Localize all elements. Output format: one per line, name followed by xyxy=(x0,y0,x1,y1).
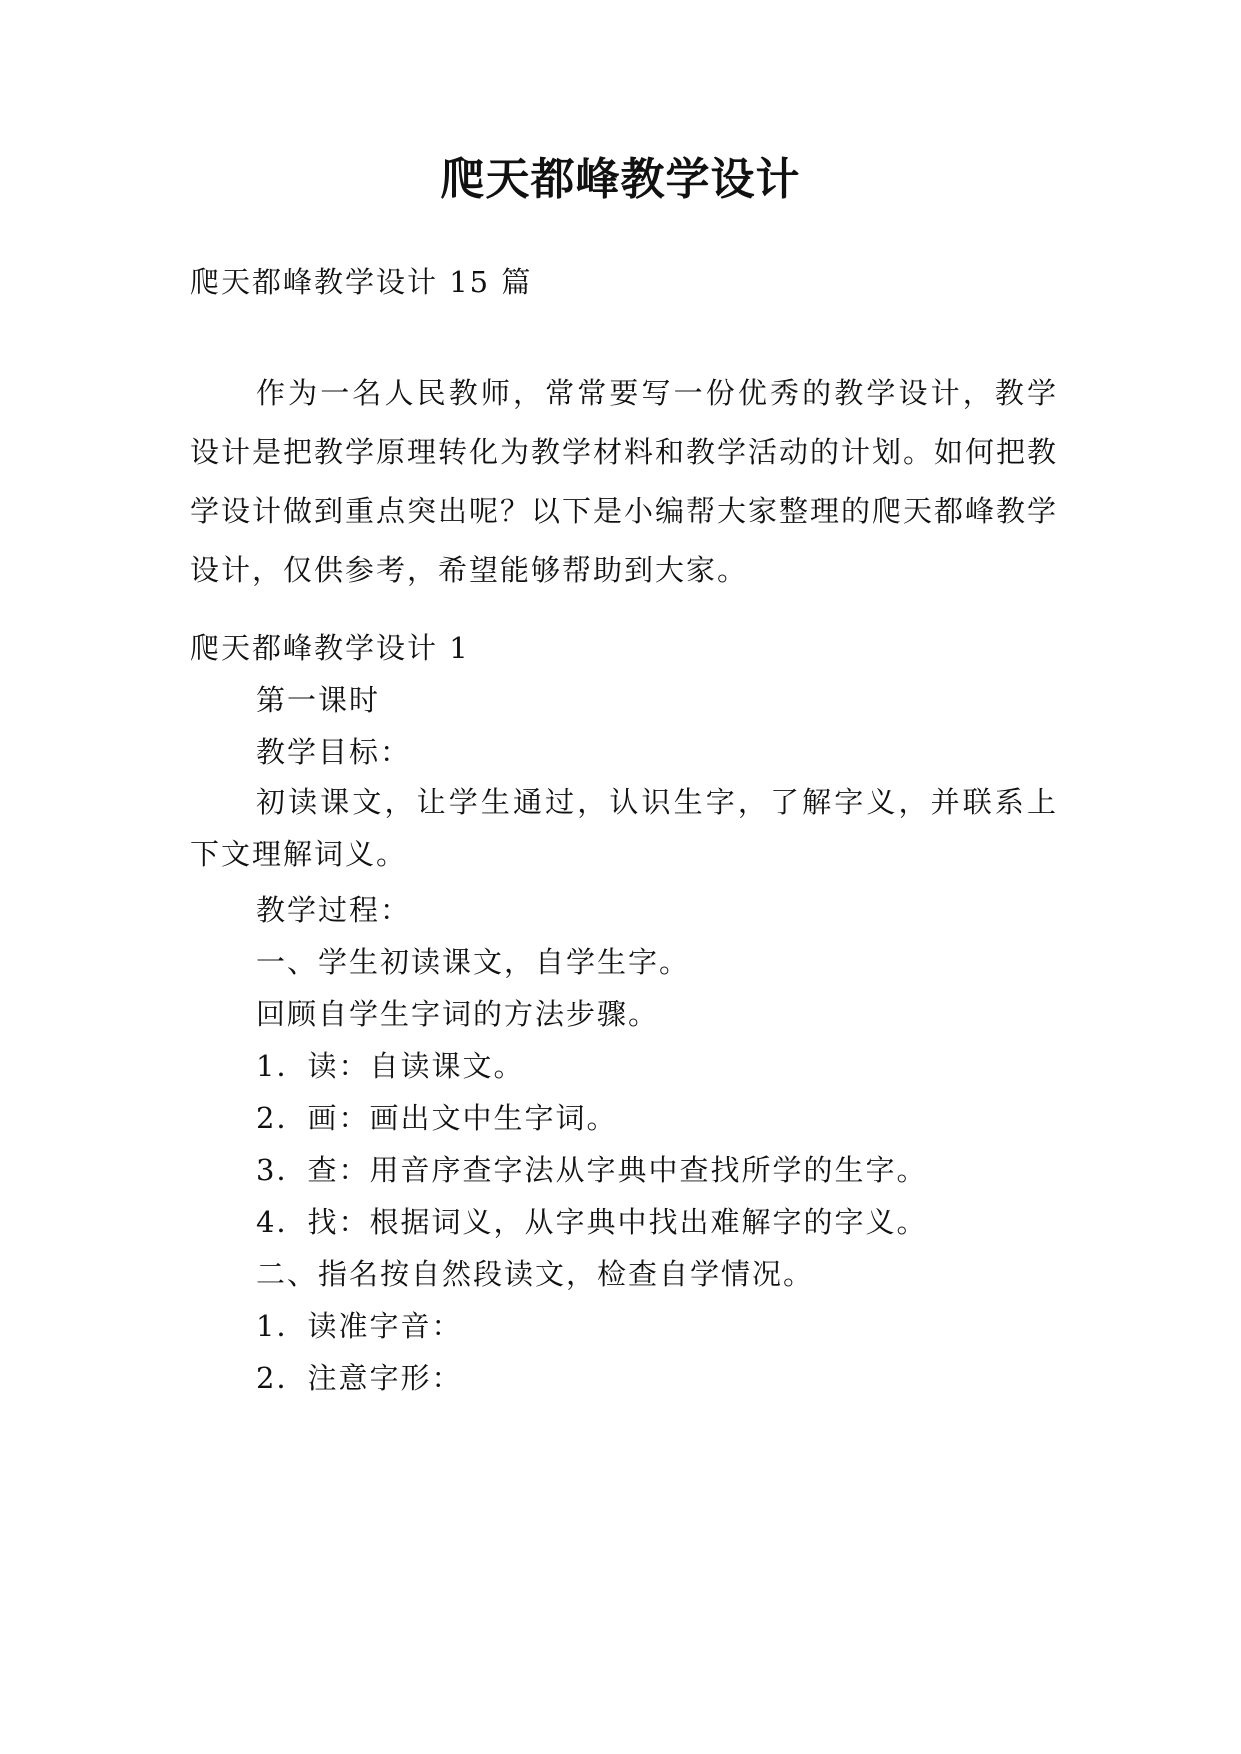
section-heading: 爬天都峰教学设计 1 xyxy=(190,631,470,665)
list-item: 2．画：画出文中生字词。 xyxy=(256,1101,618,1135)
document-subtitle: 爬天都峰教学设计 15 篇 xyxy=(190,265,533,299)
list-item: 1．读准字音： xyxy=(256,1309,463,1343)
step1-heading: 一、学生初读课文，自学生字。 xyxy=(256,945,691,979)
step2-heading: 二、指名按自然段读文，检查自学情况。 xyxy=(256,1257,815,1291)
list-item: 4．找：根据词义，从字典中找出难解字的字义。 xyxy=(256,1205,928,1239)
list-item: 2．注意字形： xyxy=(256,1361,463,1395)
document-title: 爬天都峰教学设计 xyxy=(440,154,801,205)
list-item: 1．读：自读课文。 xyxy=(256,1049,525,1083)
lesson-label: 第一课时 xyxy=(256,683,381,717)
process-label: 教学过程： xyxy=(256,893,412,927)
goal-text: 初读课文，让学生通过，认识生字，了解字义，并联系上下文理解词义。 xyxy=(190,785,1058,871)
list-item: 3．查：用音序查字法从字典中查找所学的生字。 xyxy=(256,1153,928,1187)
step1-review: 回顾自学生字词的方法步骤。 xyxy=(256,997,660,1031)
goal-label: 教学目标： xyxy=(256,735,412,769)
intro-paragraph: 作为一名人民教师，常常要写一份优秀的教学设计，教学设计是把教学原理转化为教学材料和教学活动的计划。如何把教学设计做到重点突出呢？以下是小编帮大家整理的爬天都峰教学设计，仅供参考，希望能够帮助到大家。 xyxy=(190,376,1059,587)
